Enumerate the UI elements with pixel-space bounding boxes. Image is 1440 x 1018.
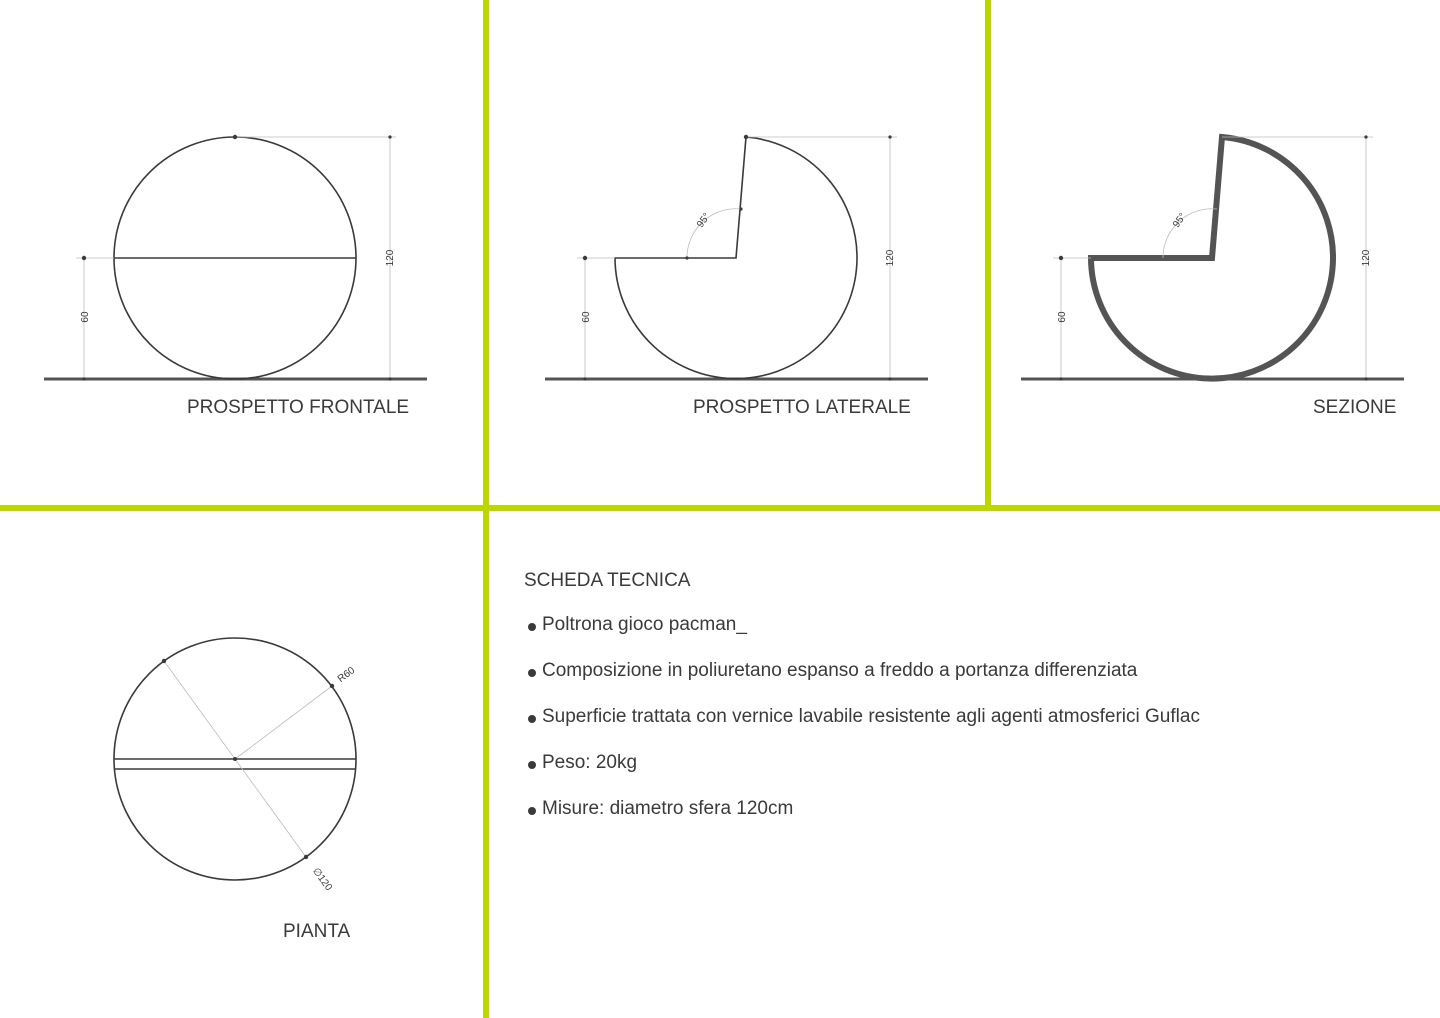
spec-text: Poltrona gioco pacman_ (542, 614, 747, 635)
side-elevation (545, 135, 928, 381)
dimension-dot (304, 855, 308, 859)
technical-sheet (524, 570, 1404, 844)
center-dot (233, 757, 237, 761)
dimension-dot (888, 377, 891, 380)
front-elevation (44, 135, 427, 381)
bullet-icon (528, 623, 536, 631)
bullet-icon (528, 669, 536, 677)
technical-sheet-title: SCHEDA TECNICA (524, 570, 691, 591)
section-view (1021, 135, 1404, 380)
pacman-outline (615, 137, 857, 379)
spec-list (524, 614, 1404, 844)
radius-label: R60 (335, 665, 358, 685)
spec-text: Peso: 20kg (542, 752, 638, 773)
spec-text: Composizione in poliuretano espanso a freddo a portanza differenziata (542, 660, 1138, 681)
list-item (524, 706, 1404, 752)
seat-dimension-label: 60 (581, 311, 592, 323)
spec-text: Misure: diametro sfera 120cm (542, 798, 794, 819)
dimension-dot (388, 377, 391, 380)
dimension-dot (233, 135, 237, 139)
section-caption: SEZIONE (1313, 397, 1397, 418)
list-item (524, 614, 1404, 660)
dimension-dot (82, 256, 86, 260)
dimension-dot (1364, 377, 1367, 380)
divider-horizontal (0, 505, 1440, 511)
plan-caption: PIANTA (283, 921, 351, 942)
seat-dimension-label: 60 (80, 311, 91, 323)
section-shell (1091, 137, 1333, 379)
dimension-dot (744, 135, 748, 139)
list-item (524, 752, 1404, 798)
dimension-dot (888, 135, 891, 138)
dimension-dot (583, 256, 587, 260)
dimension-dot (82, 377, 85, 380)
list-item (524, 660, 1404, 706)
front-elevation-caption: PROSPETTO FRONTALE (187, 397, 410, 418)
diameter-label: ∅120 (310, 866, 334, 894)
plan-view (114, 638, 357, 893)
dimension-dot (162, 659, 166, 663)
angle-arc (1163, 209, 1217, 258)
angle-label: 95° (1171, 211, 1189, 230)
dimension-dot (583, 377, 586, 380)
dimension-dot (1059, 256, 1063, 260)
bullet-icon (528, 761, 536, 769)
seat-dimension-label: 60 (1057, 311, 1068, 323)
dimension-dot (388, 135, 391, 138)
dimension-dot (1364, 135, 1367, 138)
list-item (524, 798, 1404, 844)
height-dimension-label: 120 (885, 249, 896, 267)
bullet-icon (528, 715, 536, 723)
dimension-dot (739, 207, 742, 210)
divider-vertical-right (985, 0, 991, 508)
dimension-dot (330, 684, 334, 688)
angle-arc (687, 209, 741, 258)
angle-label: 95° (695, 211, 713, 230)
radius-line (235, 686, 332, 759)
dimension-dot (685, 256, 688, 259)
spec-text: Superficie trattata con vernice lavabile resistente agli agenti atmosferici Guflac (542, 706, 1200, 727)
height-dimension-label: 120 (385, 249, 396, 267)
height-dimension-label: 120 (1361, 249, 1372, 267)
bullet-icon (528, 807, 536, 815)
side-elevation-caption: PROSPETTO LATERALE (693, 397, 911, 418)
dimension-dot (1059, 377, 1062, 380)
